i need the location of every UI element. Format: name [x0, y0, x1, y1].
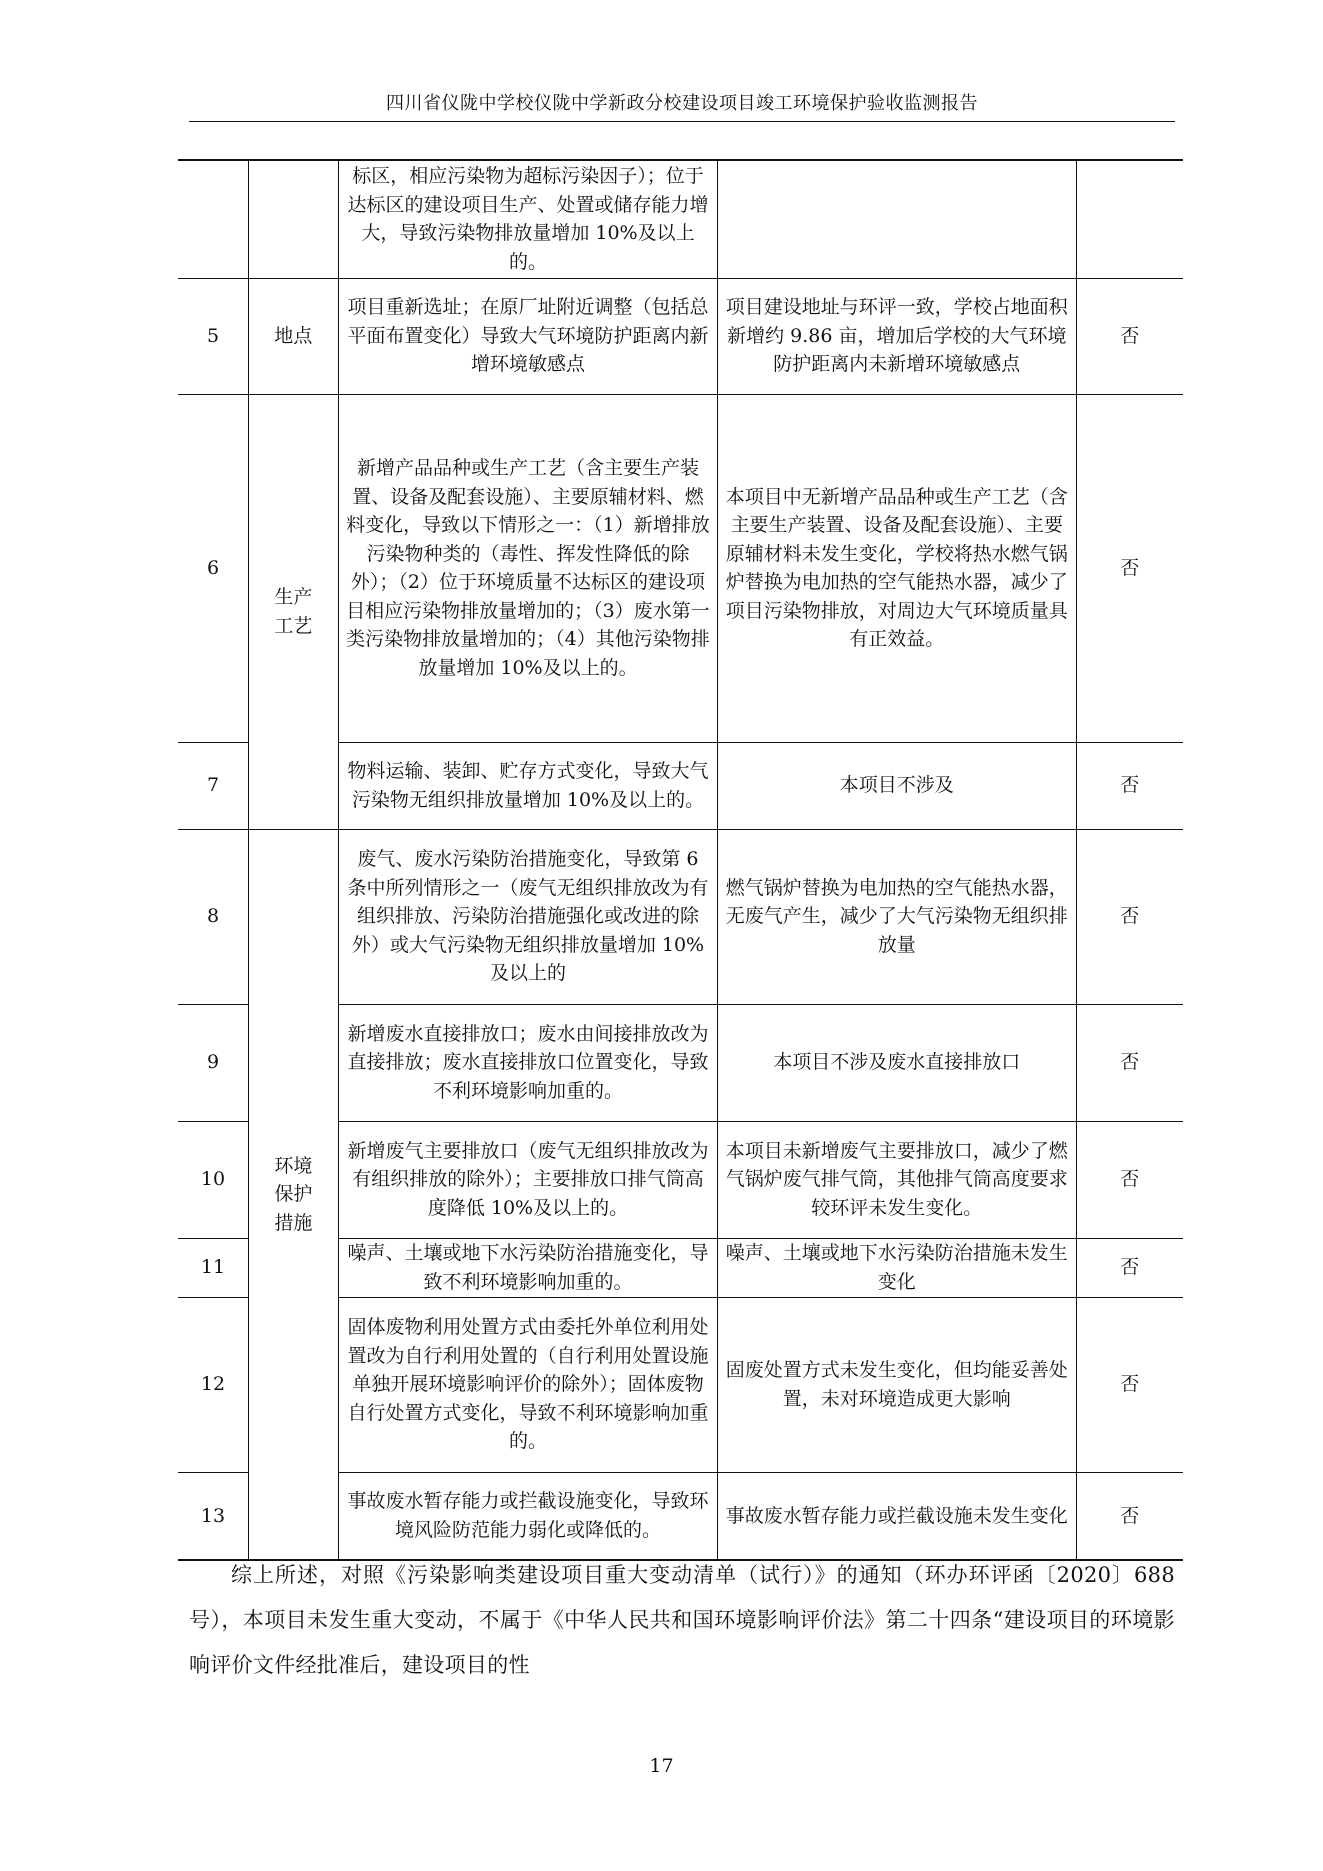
row-actual: 事故废水暂存能力或拦截设施未发生变化 — [718, 1472, 1076, 1560]
row-requirement: 新增废水直接排放口；废水由间接排放改为直接排放；废水直接排放口位置变化，导致不利环境影响加重的。 — [338, 1004, 717, 1121]
row-actual: 本项目中无新增产品品种或生产工艺（含主要生产装置、设备及配套设施）、主要原辅材料未发生变化，学校将热水燃气锅炉替换为电加热的空气能热水器，减少了项目污染物排放，对周边大气环境质量具有正效益。 — [718, 394, 1076, 742]
row-result: 否 — [1076, 1297, 1183, 1472]
page-number: 17 — [649, 1755, 674, 1777]
change-comparison-table — [178, 159, 1183, 1561]
row-requirement: 废气、废水污染防治措施变化，导致第 6 条中所列情形之一（废气无组织排放改为有组织排放、污染防治措施强化或改进的除外）或大气污染物无组织排放量增加 10%及以上的 — [338, 829, 717, 1004]
row-number: 7 — [178, 742, 248, 829]
row-requirement: 标区，相应污染物为超标污染因子）；位于达标区的建设项目生产、处置或储存能力增大，导致污染物排放量增加 10%及以上的。 — [338, 160, 717, 278]
row-result: 否 — [1076, 1004, 1183, 1121]
category-label: 环境保护措施 — [274, 1154, 313, 1234]
category-label: 生产工艺 — [274, 586, 313, 637]
row-result: 否 — [1076, 1238, 1183, 1297]
table-row — [178, 160, 1183, 278]
row-result — [1076, 160, 1183, 278]
row-number: 5 — [178, 278, 248, 394]
row-requirement: 新增废气主要排放口（废气无组织排放改为有组织排放的除外）；主要排放口排气筒高度降低 10%及以上的。 — [338, 1121, 717, 1238]
table-row — [178, 394, 1183, 742]
row-result: 否 — [1076, 1121, 1183, 1238]
header-rule — [189, 121, 1175, 122]
row-number: 9 — [178, 1004, 248, 1121]
row-result: 否 — [1076, 394, 1183, 742]
row-requirement: 物料运输、装卸、贮存方式变化，导致大气污染物无组织排放量增加 10%及以上的。 — [338, 742, 717, 829]
row-actual — [718, 160, 1076, 278]
row-number: 12 — [178, 1297, 248, 1472]
row-actual: 噪声、土壤或地下水污染防治措施未发生变化 — [718, 1238, 1076, 1297]
row-requirement: 事故废水暂存能力或拦截设施变化，导致环境风险防范能力弱化或降低的。 — [338, 1472, 717, 1560]
row-actual: 本项目未新增废气主要排放口，减少了燃气锅炉废气排气筒，其他排气筒高度要求较环评未发生变化。 — [718, 1121, 1076, 1238]
summary-paragraph: 综上所述，对照《污染影响类建设项目重大变动清单（试行）》的通知（环办环评函〔2020〕688 号），本项目未发生重大变动，不属于《中华人民共和国环境影响评价法》第二十四条“建设项目的环境影响评价文件经批准后，建设项目的性 — [189, 1563, 1175, 1677]
row-result: 否 — [1076, 1472, 1183, 1560]
row-requirement: 噪声、土壤或地下水污染防治措施变化，导致不利环境影响加重的。 — [338, 1238, 717, 1297]
row-number: 13 — [178, 1472, 248, 1560]
row-number: 6 — [178, 394, 248, 742]
row-number — [178, 160, 248, 278]
report-header-title: 四川省仪陇中学校仪陇中学新政分校建设项目竣工环境保护验收监测报告 — [386, 93, 978, 114]
row-result: 否 — [1076, 742, 1183, 829]
row-actual: 本项目不涉及废水直接排放口 — [718, 1004, 1076, 1121]
row-actual: 项目建设地址与环评一致，学校占地面积新增约 9.86 亩，增加后学校的大气环境防护距离内未新增环境敏感点 — [718, 278, 1076, 394]
row-result: 否 — [1076, 829, 1183, 1004]
row-category: 地点 — [248, 278, 338, 394]
row-category — [248, 160, 338, 278]
row-category — [248, 394, 338, 829]
table-row — [178, 278, 1183, 394]
row-requirement: 新增产品品种或生产工艺（含主要生产装置、设备及配套设施）、主要原辅材料、燃料变化，导致以下情形之一：（1）新增排放污染物种类的（毒性、挥发性降低的除外）；（2）位于环境质量不达标区的建设项目相应污染物排放量增加的；（3）废水第一类污染物排放量增加的；（4）其他污染物排放量增加 10%及以上的。 — [338, 394, 717, 742]
row-result: 否 — [1076, 278, 1183, 394]
row-requirement: 固体废物利用处置方式由委托外单位利用处置改为自行利用处置的（自行利用处置设施单独开展环境影响评价的除外）；固体废物自行处置方式变化，导致不利环境影响加重的。 — [338, 1297, 717, 1472]
table-row — [178, 829, 1183, 1004]
row-actual: 燃气锅炉替换为电加热的空气能热水器，无废气产生，减少了大气污染物无组织排放量 — [718, 829, 1076, 1004]
row-actual: 固废处置方式未发生变化，但均能妥善处置，未对环境造成更大影响 — [718, 1297, 1076, 1472]
row-number: 11 — [178, 1238, 248, 1297]
row-number: 10 — [178, 1121, 248, 1238]
row-requirement: 项目重新选址；在原厂址附近调整（包括总平面布置变化）导致大气环境防护距离内新增环境敏感点 — [338, 278, 717, 394]
row-category — [248, 829, 338, 1560]
row-number: 8 — [178, 829, 248, 1004]
row-actual: 本项目不涉及 — [718, 742, 1076, 829]
